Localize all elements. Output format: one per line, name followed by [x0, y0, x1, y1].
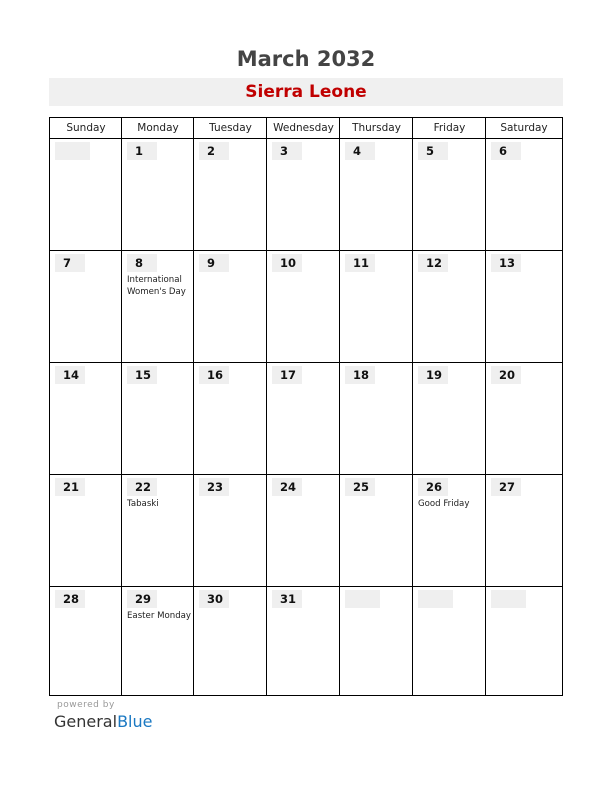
day-cell: [50, 475, 122, 587]
date-number: 28: [55, 590, 85, 608]
day-cell: [413, 363, 486, 475]
date-number: 13: [491, 254, 521, 272]
day-cell: [194, 587, 267, 695]
day-cell: [50, 251, 122, 363]
day-cell: [194, 139, 267, 251]
day-cell: [50, 587, 122, 695]
date-number: 4: [345, 142, 375, 160]
date-number: 5: [418, 142, 448, 160]
date-number: 19: [418, 366, 448, 384]
weekday-header: Sunday: [66, 122, 106, 134]
date-number: [418, 590, 453, 608]
date-number: 2: [199, 142, 229, 160]
day-cell: [267, 475, 340, 587]
day-cell: [122, 587, 194, 695]
date-number: 10: [272, 254, 302, 272]
day-cell: [267, 139, 340, 251]
date-number: 31: [272, 590, 302, 608]
date-number: 14: [55, 366, 85, 384]
day-cell: [340, 475, 413, 587]
date-number: [491, 590, 526, 608]
holiday-label: Easter Monday: [127, 611, 192, 621]
day-cell: [486, 139, 562, 251]
holiday-label: Good Friday: [418, 499, 470, 509]
day-cell: [413, 587, 486, 695]
date-number: 20: [491, 366, 521, 384]
day-cell: [267, 251, 340, 363]
weekday-header: Monday: [137, 122, 179, 134]
date-number: [55, 142, 90, 160]
date-number: 3: [272, 142, 302, 160]
date-number: 6: [491, 142, 521, 160]
page-title: March 2032: [236, 47, 376, 71]
date-number: 12: [418, 254, 448, 272]
day-cell: [194, 251, 267, 363]
weekday-header: Friday: [433, 122, 466, 134]
date-number: 9: [199, 254, 229, 272]
calendar-grid: [49, 117, 563, 696]
date-number: 16: [199, 366, 229, 384]
weekday-header: Tuesday: [209, 122, 252, 134]
day-cell: [486, 587, 562, 695]
date-number: 7: [55, 254, 85, 272]
date-number: 15: [127, 366, 157, 384]
holiday-label: International Women's Day: [127, 275, 186, 297]
day-cell: [267, 363, 340, 475]
day-cell: [486, 363, 562, 475]
date-number: 23: [199, 478, 229, 496]
day-cell: [413, 475, 486, 587]
day-cell: [486, 475, 562, 587]
date-number: 25: [345, 478, 375, 496]
day-cell: [340, 139, 413, 251]
weekday-header: Thursday: [352, 122, 401, 134]
day-cell: [122, 475, 194, 587]
weekday-header: Saturday: [500, 122, 548, 134]
weekday-header: Wednesday: [273, 122, 334, 134]
date-number: 8: [127, 254, 157, 272]
date-number: 11: [345, 254, 375, 272]
day-cell: [413, 139, 486, 251]
day-cell: [122, 363, 194, 475]
country-name: Sierra Leone: [245, 82, 367, 102]
date-number: 30: [199, 590, 229, 608]
day-cell: [413, 251, 486, 363]
brand-general: General: [54, 712, 118, 731]
date-number: 17: [272, 366, 302, 384]
date-number: 21: [55, 478, 85, 496]
day-cell: [122, 139, 194, 251]
day-cell: [340, 363, 413, 475]
generalblue-logo[interactable]: [54, 712, 152, 731]
day-cell: [267, 587, 340, 695]
day-cell: [50, 363, 122, 475]
holiday-label: Tabaski: [127, 499, 159, 509]
country-banner: [49, 78, 563, 106]
date-number: 26: [418, 478, 448, 496]
day-cell: [340, 251, 413, 363]
date-number: 18: [345, 366, 375, 384]
date-number: 24: [272, 478, 302, 496]
date-number: [345, 590, 380, 608]
day-cell: [486, 251, 562, 363]
day-cell: [122, 251, 194, 363]
date-number: 22: [127, 478, 157, 496]
day-cell: [194, 475, 267, 587]
date-number: 27: [491, 478, 521, 496]
powered-by-label: powered by: [57, 700, 115, 710]
day-cell: [50, 139, 122, 251]
day-cell: [194, 363, 267, 475]
day-cell: [340, 587, 413, 695]
date-number: 29: [127, 590, 157, 608]
date-number: 1: [127, 142, 157, 160]
brand-blue: Blue: [117, 712, 153, 731]
